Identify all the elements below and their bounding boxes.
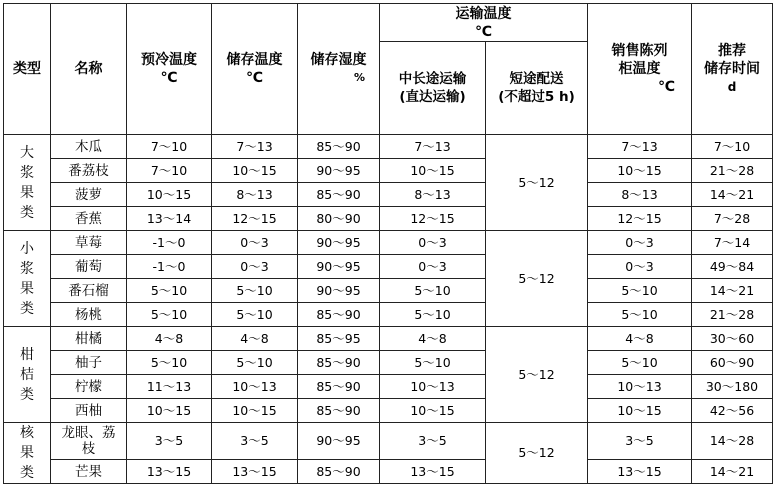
fruit-name: 杨桃 bbox=[51, 303, 127, 327]
storage-temp-value: 0～3 bbox=[212, 255, 298, 279]
storage-days-value: 21～28 bbox=[692, 159, 773, 183]
display-temp-value: 5～10 bbox=[588, 279, 692, 303]
storage-days-value: 21～28 bbox=[692, 303, 773, 327]
table-row bbox=[4, 351, 773, 375]
transport-long-value: 5～10 bbox=[380, 351, 486, 375]
header-transport: 运输温度 ℃ bbox=[380, 4, 588, 42]
precool-value: 4～8 bbox=[127, 327, 212, 351]
precool-value: 13～14 bbox=[127, 207, 212, 231]
header-storage-humidity: 储存湿度 % bbox=[298, 4, 380, 135]
precool-value: 5～10 bbox=[127, 303, 212, 327]
storage-humidity-value: 85～95 bbox=[298, 327, 380, 351]
transport-long-value: 12～15 bbox=[380, 207, 486, 231]
table-row bbox=[4, 399, 773, 423]
storage-days-value: 30～180 bbox=[692, 375, 773, 399]
table-row bbox=[4, 255, 773, 279]
table-body bbox=[4, 135, 773, 484]
header-display: 销售陈列 柜温度 ℃ bbox=[588, 4, 692, 135]
precool-value: 7～10 bbox=[127, 135, 212, 159]
storage-temp-value: 12～15 bbox=[212, 207, 298, 231]
display-temp-value: 12～15 bbox=[588, 207, 692, 231]
storage-humidity-value: 85～90 bbox=[298, 183, 380, 207]
precool-value: -1～0 bbox=[127, 231, 212, 255]
fruit-name: 葡萄 bbox=[51, 255, 127, 279]
storage-days-value: 14～21 bbox=[692, 460, 773, 484]
table-row bbox=[4, 159, 773, 183]
storage-humidity-value: 85～90 bbox=[298, 135, 380, 159]
transport-long-value: 10～15 bbox=[380, 159, 486, 183]
display-temp-value: 0～3 bbox=[588, 231, 692, 255]
precool-value: 13～15 bbox=[127, 460, 212, 484]
storage-days-value: 14～28 bbox=[692, 423, 773, 460]
fruit-name: 草莓 bbox=[51, 231, 127, 255]
storage-days-value: 49～84 bbox=[692, 255, 773, 279]
table-row bbox=[4, 460, 773, 484]
header-type: 类型 bbox=[4, 4, 51, 135]
storage-temp-value: 10～15 bbox=[212, 399, 298, 423]
transport-long-value: 0～3 bbox=[380, 231, 486, 255]
precool-value: 10～15 bbox=[127, 183, 212, 207]
category-cell bbox=[4, 423, 51, 484]
table-row bbox=[4, 207, 773, 231]
storage-humidity-value: 85～90 bbox=[298, 375, 380, 399]
transport-long-value: 13～15 bbox=[380, 460, 486, 484]
header-name: 名称 bbox=[51, 4, 127, 135]
storage-days-value: 42～56 bbox=[692, 399, 773, 423]
storage-humidity-value: 90～95 bbox=[298, 231, 380, 255]
storage-humidity-value: 90～95 bbox=[298, 255, 380, 279]
category-cell bbox=[4, 231, 51, 327]
fruit-name: 木瓜 bbox=[51, 135, 127, 159]
table-row bbox=[4, 231, 773, 255]
storage-days-value: 14～21 bbox=[692, 279, 773, 303]
header-precool: 预冷温度 ℃ bbox=[127, 4, 212, 135]
storage-humidity-value: 90～95 bbox=[298, 279, 380, 303]
table-row bbox=[4, 423, 773, 460]
transport-long-value: 10～15 bbox=[380, 399, 486, 423]
transport-short-value: 5～12 bbox=[486, 135, 588, 231]
table-row bbox=[4, 375, 773, 399]
precool-value: 5～10 bbox=[127, 351, 212, 375]
table-row bbox=[4, 303, 773, 327]
display-temp-value: 4～8 bbox=[588, 327, 692, 351]
storage-humidity-value: 85～90 bbox=[298, 399, 380, 423]
storage-days-value: 7～14 bbox=[692, 231, 773, 255]
category-label: 核果类 bbox=[20, 425, 34, 481]
category-label: 柑桔类 bbox=[20, 346, 34, 403]
storage-temp-value: 8～13 bbox=[212, 183, 298, 207]
display-temp-value: 5～10 bbox=[588, 303, 692, 327]
storage-temp-value: 4～8 bbox=[212, 327, 298, 351]
display-temp-value: 8～13 bbox=[588, 183, 692, 207]
header-recommend: 推荐 储存时间 d bbox=[692, 4, 773, 135]
category-label: 小浆果类 bbox=[20, 240, 34, 317]
display-temp-value: 5～10 bbox=[588, 351, 692, 375]
table-row bbox=[4, 327, 773, 351]
storage-temp-value: 5～10 bbox=[212, 279, 298, 303]
display-temp-value: 3～5 bbox=[588, 423, 692, 460]
fruit-name: 番石榴 bbox=[51, 279, 127, 303]
fruit-name: 菠萝 bbox=[51, 183, 127, 207]
storage-temp-value: 0～3 bbox=[212, 231, 298, 255]
transport-short-value: 5～12 bbox=[486, 423, 588, 484]
storage-temp-value: 7～13 bbox=[212, 135, 298, 159]
storage-humidity-value: 90～95 bbox=[298, 159, 380, 183]
fruit-name: 西柚 bbox=[51, 399, 127, 423]
header-storage-temp: 储存温度 ℃ bbox=[212, 4, 298, 135]
storage-temp-value: 10～13 bbox=[212, 375, 298, 399]
display-temp-value: 10～13 bbox=[588, 375, 692, 399]
storage-days-value: 60～90 bbox=[692, 351, 773, 375]
precool-value: 10～15 bbox=[127, 399, 212, 423]
storage-humidity-value: 85～90 bbox=[298, 351, 380, 375]
category-cell bbox=[4, 327, 51, 423]
transport-long-value: 7～13 bbox=[380, 135, 486, 159]
display-temp-value: 10～15 bbox=[588, 399, 692, 423]
storage-humidity-value: 85～90 bbox=[298, 460, 380, 484]
transport-short-value: 5～12 bbox=[486, 231, 588, 327]
transport-long-value: 4～8 bbox=[380, 327, 486, 351]
storage-humidity-value: 85～90 bbox=[298, 303, 380, 327]
storage-days-value: 30～60 bbox=[692, 327, 773, 351]
fruit-name: 番荔枝 bbox=[51, 159, 127, 183]
transport-long-value: 0～3 bbox=[380, 255, 486, 279]
category-cell bbox=[4, 135, 51, 231]
table-row bbox=[4, 279, 773, 303]
display-temp-value: 7～13 bbox=[588, 135, 692, 159]
precool-value: -1～0 bbox=[127, 255, 212, 279]
fruit-name: 香蕉 bbox=[51, 207, 127, 231]
transport-short-value: 5～12 bbox=[486, 327, 588, 423]
header-transport-short: 短途配送 (不超过5 h) bbox=[486, 42, 588, 135]
transport-long-value: 3～5 bbox=[380, 423, 486, 460]
storage-temp-value: 5～10 bbox=[212, 351, 298, 375]
table-row bbox=[4, 135, 773, 159]
precool-value: 11～13 bbox=[127, 375, 212, 399]
transport-long-value: 10～13 bbox=[380, 375, 486, 399]
display-temp-value: 13～15 bbox=[588, 460, 692, 484]
table-row bbox=[4, 183, 773, 207]
display-temp-value: 10～15 bbox=[588, 159, 692, 183]
header-transport-long: 中长途运输 (直达运输) bbox=[380, 42, 486, 135]
storage-humidity-value: 90～95 bbox=[298, 423, 380, 460]
storage-temp-value: 13～15 bbox=[212, 460, 298, 484]
transport-long-value: 5～10 bbox=[380, 279, 486, 303]
precool-value: 3～5 bbox=[127, 423, 212, 460]
fruit-name: 柑橘 bbox=[51, 327, 127, 351]
storage-days-value: 14～21 bbox=[692, 183, 773, 207]
storage-days-value: 7～10 bbox=[692, 135, 773, 159]
storage-humidity-value: 80～90 bbox=[298, 207, 380, 231]
fruit-name: 柚子 bbox=[51, 351, 127, 375]
display-temp-value: 0～3 bbox=[588, 255, 692, 279]
fruit-storage-table-container bbox=[3, 3, 773, 484]
fruit-storage-table bbox=[3, 3, 773, 484]
transport-long-value: 5～10 bbox=[380, 303, 486, 327]
fruit-name: 龙眼、荔枝 bbox=[51, 423, 127, 460]
transport-long-value: 8～13 bbox=[380, 183, 486, 207]
storage-temp-value: 10～15 bbox=[212, 159, 298, 183]
storage-temp-value: 5～10 bbox=[212, 303, 298, 327]
category-label: 大浆果类 bbox=[20, 144, 34, 221]
storage-days-value: 7～28 bbox=[692, 207, 773, 231]
precool-value: 7～10 bbox=[127, 159, 212, 183]
fruit-name: 柠檬 bbox=[51, 375, 127, 399]
precool-value: 5～10 bbox=[127, 279, 212, 303]
storage-temp-value: 3～5 bbox=[212, 423, 298, 460]
fruit-name: 芒果 bbox=[51, 460, 127, 484]
